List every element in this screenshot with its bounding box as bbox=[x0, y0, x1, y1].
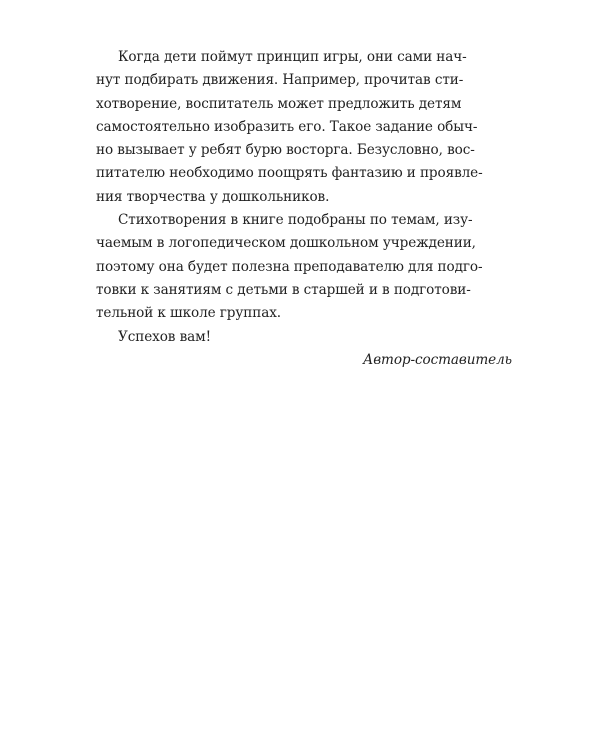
text-line: нут подбирать движения. Например, прочитав сти- bbox=[96, 72, 464, 89]
text-line: Стихотворения в книге подобраны по темам, изу- bbox=[118, 212, 473, 229]
signature bbox=[96, 349, 516, 372]
text-line: тельной к школе группах. bbox=[96, 305, 281, 322]
text-line: Успехов вам! bbox=[118, 328, 211, 345]
paragraph-2 bbox=[96, 209, 516, 325]
text-line: питателю необходимо поощрять фантазию и проявле- bbox=[96, 165, 483, 182]
text-block bbox=[96, 46, 516, 372]
paragraph-1 bbox=[96, 46, 516, 209]
text-line: хотворение, воспитатель может предложить детям bbox=[96, 95, 462, 112]
text-line: товки к занятиям с детьми в старшей и в подготови- bbox=[96, 281, 471, 298]
text-line: но вызывает у ребят бурю восторга. Безусловно, вос- bbox=[96, 142, 475, 159]
paragraph-3 bbox=[96, 326, 516, 349]
text-line: самостоятельно изобразить его. Такое задание обыч- bbox=[96, 118, 478, 135]
text-line: Когда дети поймут принцип игры, они сами нач- bbox=[118, 49, 467, 65]
author-signature: Автор-составитель bbox=[363, 351, 512, 368]
text-line: чаемым в логопедическом дошкольном учреждении, bbox=[96, 235, 476, 252]
text-line: ния творчества у дошкольников. bbox=[96, 188, 330, 205]
text-line: поэтому она будет полезна преподавателю для подго- bbox=[96, 258, 483, 275]
